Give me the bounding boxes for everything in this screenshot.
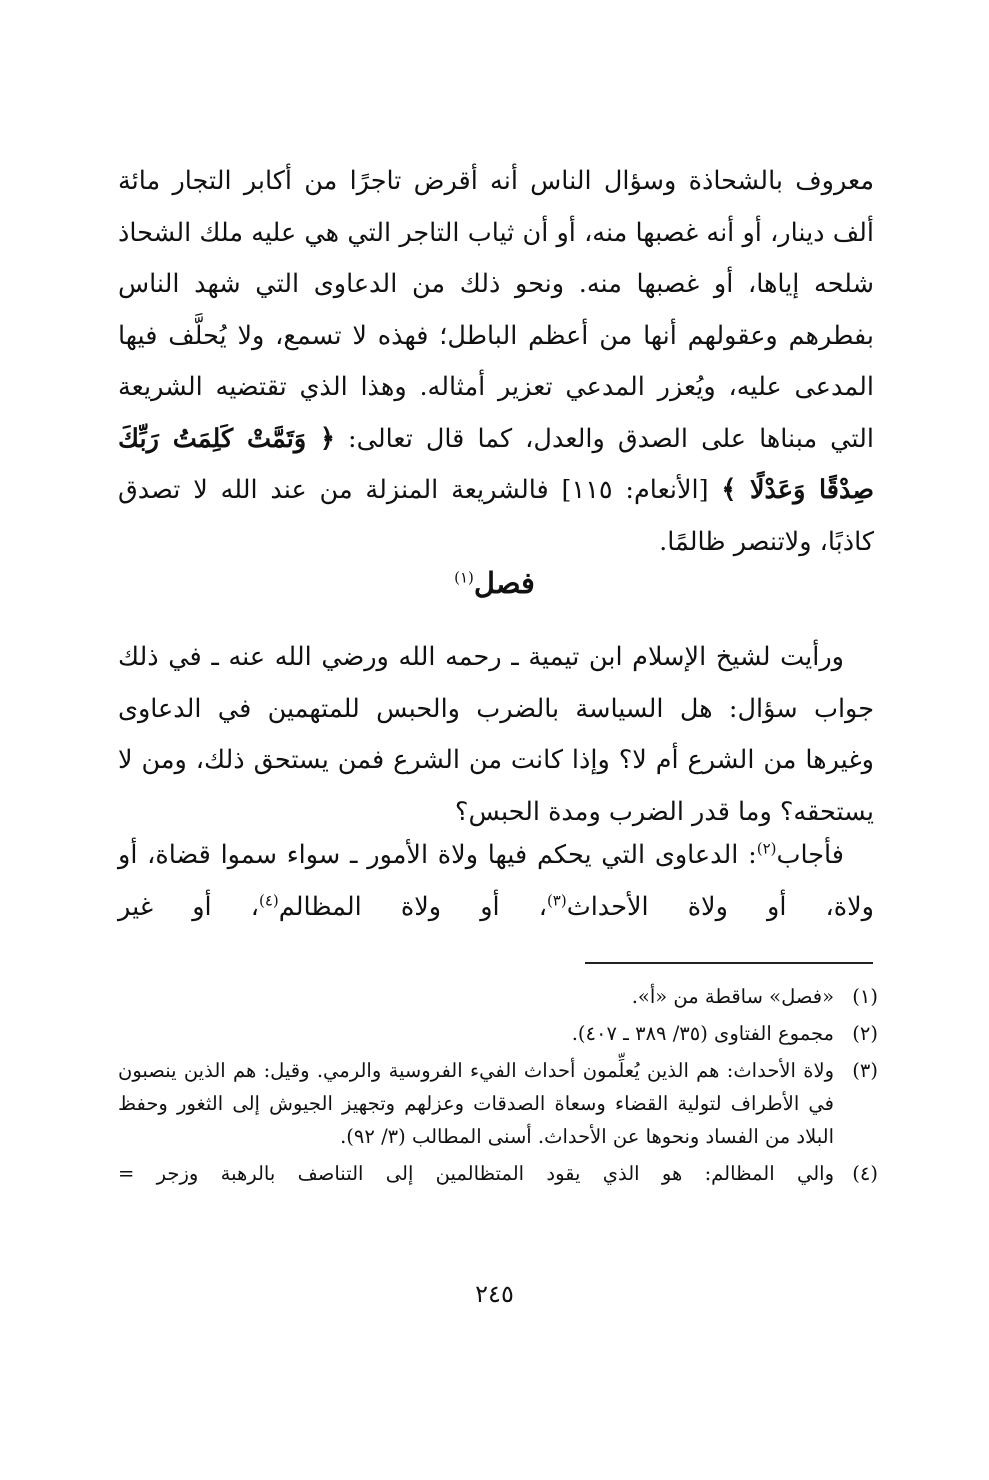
footnote-text: ولاة الأحداث: هم الذين يُعلِّمون أحداث الفيء الفروسية والرمي. وقيل: هم الذين ينصبون في الأطراف لتولية القضاء وسعاة الصدقات وعزلهم وتجهيز الجيوش إلى الثغور وحفظ البلاد من الفساد ونحوها عن الأحداث. أسنى المطالب (٣/ ٩٢).	[118, 1059, 834, 1148]
footnote-item	[118, 1157, 878, 1190]
footnote-number: (٣)	[852, 1059, 878, 1082]
footnote-item	[118, 1054, 878, 1153]
footnote-number: (١)	[852, 985, 878, 1008]
footnote-ref: (١)	[454, 568, 474, 587]
section-heading	[0, 566, 989, 600]
paragraph-continuation	[118, 156, 874, 568]
paragraph-closing: فالشريعة المنزلة من عند الله لا تصدق كاذبًا، ولاتنصر ظالمًا.	[118, 475, 874, 557]
paragraph-text: ورأيت لشيخ الإسلام ابن تيمية ـ رحمه الله ورضي الله عنه ـ في ذلك جواب سؤال: هل السياسة بالضرب والحبس للمتهمين في الدعاوى وغيرها من الشرع أم لا؟ وإذا كانت من الشرع فمن يستحق ذلك، ومن لا يستحقه؟ وما قدر الضرب ومدة الحبس؟	[118, 642, 874, 827]
footnote-number: (٤)	[852, 1162, 878, 1185]
section-title: فصل	[473, 566, 535, 600]
answer-text: ، أو غير	[118, 891, 259, 922]
footnote-text: «فصل» ساقطة من «أ».	[631, 985, 834, 1008]
footnote-item	[118, 1017, 878, 1050]
footnote-text: والي المظالم: هو الذي يقود المتظالمين إلى التناصف بالرهبة وزجر =	[118, 1162, 834, 1185]
footnotes	[118, 980, 878, 1194]
footnote-ref: (٣)	[546, 891, 567, 909]
footnote-number: (٢)	[852, 1022, 878, 1045]
verse-citation: [الأنعام: ١١٥]	[561, 475, 709, 505]
paragraph-text: معروف بالشحاذة وسؤال الناس أنه أقرض تاجرًا من أكابر التجار مائة ألف دينار، أو أنه غصبها منه، أو أن ثياب التاجر التي هي عليه ملك الشحاذ شلحه إياها، أو غصبها منه. ونحو ذلك من الدعاوى التي شهد الناس بفطرهم وعقولهم أنها من أعظم الباطل؛ فهذه لا تسمع، ولا يُحلَّف فيها المدعى عليه، ويُعزر المدعي تعزير أمثاله. وهذا الذي تقتضيه الشريعة التي مبناها على الصدق والعدل، كما قال تعالى:	[118, 166, 874, 454]
answer-text: : الدعاوى التي يحكم فيها ولاة الأمور ـ سواء سموا قضاة، أو ولاة، أو ولاة الأحداث	[118, 840, 874, 922]
footnote-separator	[585, 962, 873, 964]
page-number: ٢٤٥	[475, 1280, 514, 1308]
answer-text: ، أو ولاة المظالم	[278, 891, 547, 922]
paragraph-question	[118, 632, 874, 838]
answer-lead: فأجاب	[776, 840, 844, 870]
footnote-text: مجموع الفتاوى (٣٥/ ٣٨٩ ـ ٤٠٧).	[571, 1022, 834, 1045]
paragraph-answer	[118, 830, 874, 933]
footnote-ref: (٢)	[756, 839, 777, 858]
footnote-ref: (٤)	[258, 891, 279, 909]
quran-verse: ﴿ وَتَمَّتْ كَلِمَتُ رَبِّكَ صِدْقًا وَعَدْلًا ﴾	[118, 423, 875, 505]
footnote-item	[118, 980, 878, 1013]
